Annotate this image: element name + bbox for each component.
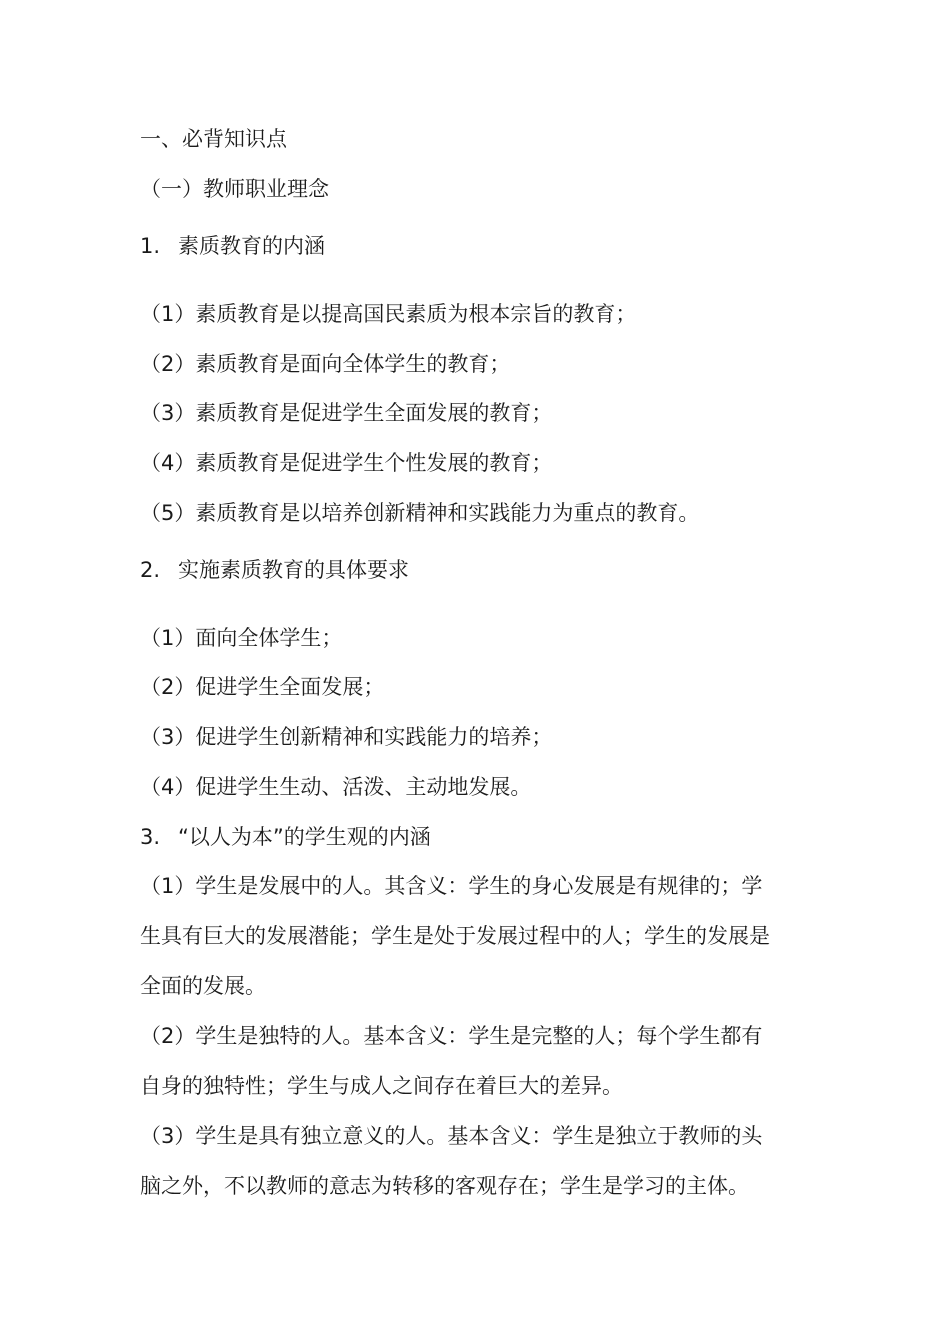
topic-heading-text: “以人为本”的学生观的内涵	[178, 825, 431, 849]
list-item: （5）素质教育是以培养创新精神和实践能力为重点的教育。	[140, 501, 700, 525]
topic-heading-text: 素质教育的内涵	[178, 234, 325, 258]
list-item: （2）促进学生全面发展；	[140, 675, 385, 699]
topic-heading	[140, 555, 409, 585]
section-title: 一、必背知识点	[140, 127, 287, 151]
list-item: （4）促进学生生动、活泼、主动地发展。	[140, 775, 532, 799]
list-item: （1）素质教育是以提高国民素质为根本宗旨的教育；	[140, 302, 637, 326]
subsection-title: （一）教师职业理念	[140, 177, 329, 201]
paragraph-line: 全面的发展。	[140, 974, 266, 998]
paragraph-line: 生具有巨大的发展潜能；学生是处于发展过程中的人；学生的发展是	[140, 924, 770, 948]
list-item: （4）素质教育是促进学生个性发展的教育；	[140, 451, 553, 475]
list-item: （3）促进学生创新精神和实践能力的培养；	[140, 725, 553, 749]
topic-number: 1.	[140, 234, 161, 258]
paragraph-line: （2）学生是独特的人。基本含义：学生是完整的人；每个学生都有	[140, 1024, 763, 1048]
topic-heading	[140, 822, 431, 852]
paragraph-line: （1）学生是发展中的人。其含义：学生的身心发展是有规律的；学	[140, 874, 763, 898]
topic-heading	[140, 231, 325, 261]
topic-number: 2.	[140, 558, 161, 582]
paragraph-line: 脑之外，不以教师的意志为转移的客观存在；学生是学习的主体。	[140, 1174, 749, 1198]
paragraph-line: 自身的独特性；学生与成人之间存在着巨大的差异。	[140, 1074, 623, 1098]
list-item: （2）素质教育是面向全体学生的教育；	[140, 352, 511, 376]
list-item: （1）面向全体学生；	[140, 626, 343, 650]
paragraph-line: （3）学生是具有独立意义的人。基本含义：学生是独立于教师的头	[140, 1124, 763, 1148]
list-item: （3）素质教育是促进学生全面发展的教育；	[140, 401, 553, 425]
topic-number: 3.	[140, 825, 161, 849]
topic-heading-text: 实施素质教育的具体要求	[178, 558, 409, 582]
